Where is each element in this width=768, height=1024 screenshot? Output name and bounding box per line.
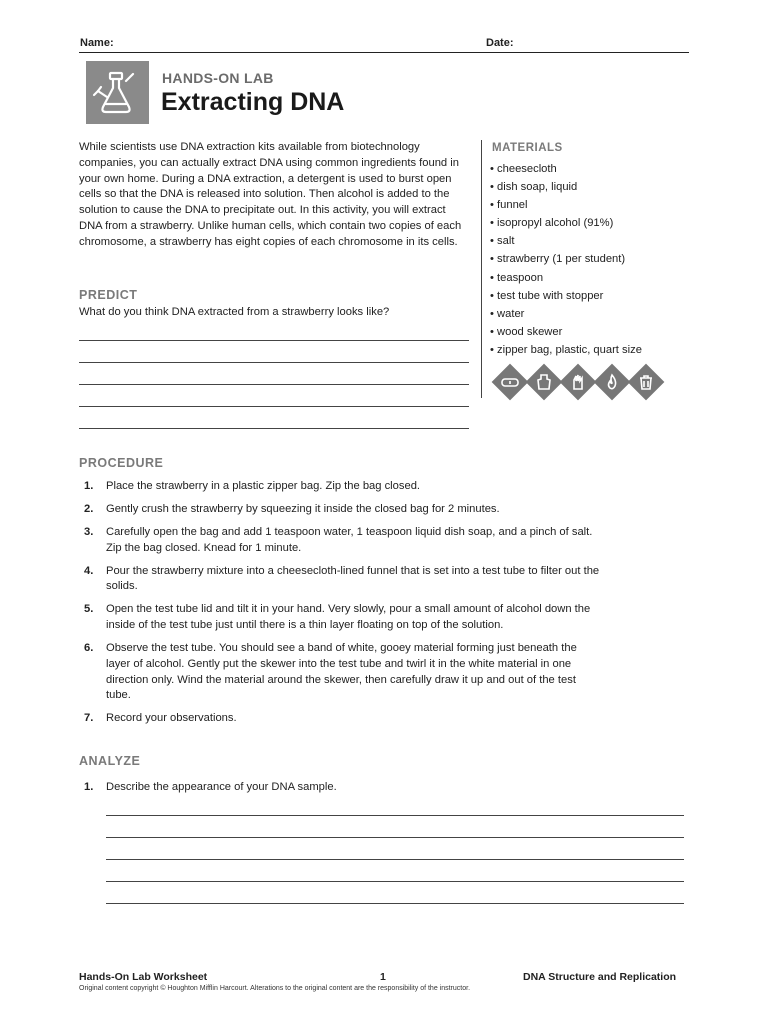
analyze-answer-line[interactable] xyxy=(106,815,684,816)
predict-question: What do you think DNA extracted from a strawberry looks like? xyxy=(79,306,390,318)
procedure-steps xyxy=(82,479,602,734)
analyze-answer-line[interactable] xyxy=(106,859,684,860)
footer-right: DNA Structure and Replication xyxy=(523,971,677,983)
list-item: • salt xyxy=(490,232,642,250)
list-item: • wood skewer xyxy=(490,323,642,341)
analyze-question: Describe the appearance of your DNA sample. xyxy=(106,781,337,793)
predict-answer-line[interactable] xyxy=(79,362,469,363)
list-item: • strawberry (1 per student) xyxy=(490,250,642,268)
copyright: Original content copyright © Houghton Mifflin Harcourt. Alterations to the original content are the responsibility of the instructor. xyxy=(79,985,471,992)
list-item: • teaspoon xyxy=(490,269,642,287)
intro-paragraph: While scientists use DNA extraction kits available from biotechnology companies, you can actually extract DNA using common ingredients found in your own home. During a DNA extraction, a detergent is used to burst open cells so that the DNA is released into solution. Then alcohol is added to the solution to cause the DNA to precipitate out. In this activity, you will extract DNA from a strawberry. Unlike human cells, which contain two copies of each chromosome, a strawberry has eight copies of each chromosome in its cells. xyxy=(79,141,462,248)
predict-answer-line[interactable] xyxy=(79,406,469,407)
flame-icon xyxy=(594,364,631,401)
list-item: 1. Place the strawberry in a plastic zipper bag. Zip the bag closed. xyxy=(84,480,421,492)
list-item: 3. Carefully open the bag and add 1 teaspoon water, 1 teaspoon liquid dish soap, and a pinch of salt. Zip the bag closed. Knead for 1 minute. xyxy=(84,526,593,554)
analyze-answer-line[interactable] xyxy=(106,903,684,904)
analyze-question-number: 1. xyxy=(84,781,94,793)
materials-heading: MATERIALS xyxy=(492,142,563,154)
name-label: Name: xyxy=(80,37,114,49)
disposal-icon xyxy=(628,364,665,401)
list-item: • isopropyl alcohol (91%) xyxy=(490,214,642,232)
gloves-icon xyxy=(560,364,597,401)
goggles-icon xyxy=(492,364,529,401)
analyze-answer-line[interactable] xyxy=(106,881,684,882)
header-rule xyxy=(79,52,689,53)
materials-divider xyxy=(481,140,482,398)
page-number: 1 xyxy=(380,971,386,983)
list-item: 2. Gently crush the strawberry by squeezing it inside the closed bag for 2 minutes. xyxy=(84,503,500,515)
predict-answer-line[interactable] xyxy=(79,428,469,429)
title-icon-box xyxy=(86,61,149,124)
list-item: 4. Pour the strawberry mixture into a cheesecloth-lined funnel that is set into a test tube to filter out the solids. xyxy=(84,564,600,593)
predict-heading: PREDICT xyxy=(79,288,138,302)
list-item: • funnel xyxy=(490,196,642,214)
list-item: 5. Open the test tube lid and tilt it in your hand. Very slowly, pour a small amount of alcohol down the inside of the test tube just until there is a thin layer floating on top of the solution. xyxy=(84,603,591,632)
list-item: 7. Record your observations. xyxy=(84,712,237,725)
analyze-heading: ANALYZE xyxy=(79,754,141,768)
footer-left: Hands-On Lab Worksheet xyxy=(79,971,208,983)
procedure-heading: PROCEDURE xyxy=(79,456,164,470)
list-item: • zipper bag, plastic, quart size xyxy=(490,341,642,359)
list-item: • dish soap, liquid xyxy=(490,178,642,196)
lab-kicker: HANDS-ON LAB xyxy=(162,70,274,86)
list-item: 6. Observe the test tube. You should see a band of white, gooey material forming just beneath the layer of alcohol. Gently put the skewer into the test tube and twirl it in the white material in one direction only. Wind the material around the skewer, then carefully draw it up and out of the test tube. xyxy=(84,642,577,702)
predict-answer-line[interactable] xyxy=(79,340,469,341)
page-title: Extracting DNA xyxy=(161,88,345,116)
list-item: • cheesecloth xyxy=(490,160,642,178)
analyze-answer-line[interactable] xyxy=(106,837,684,838)
predict-answer-line[interactable] xyxy=(79,384,469,385)
apron-icon xyxy=(526,364,563,401)
date-label: Date: xyxy=(486,37,514,49)
materials-list xyxy=(490,160,642,359)
flask-icon xyxy=(86,61,149,124)
list-item: • test tube with stopper xyxy=(490,287,642,305)
list-item: • water xyxy=(490,305,642,323)
